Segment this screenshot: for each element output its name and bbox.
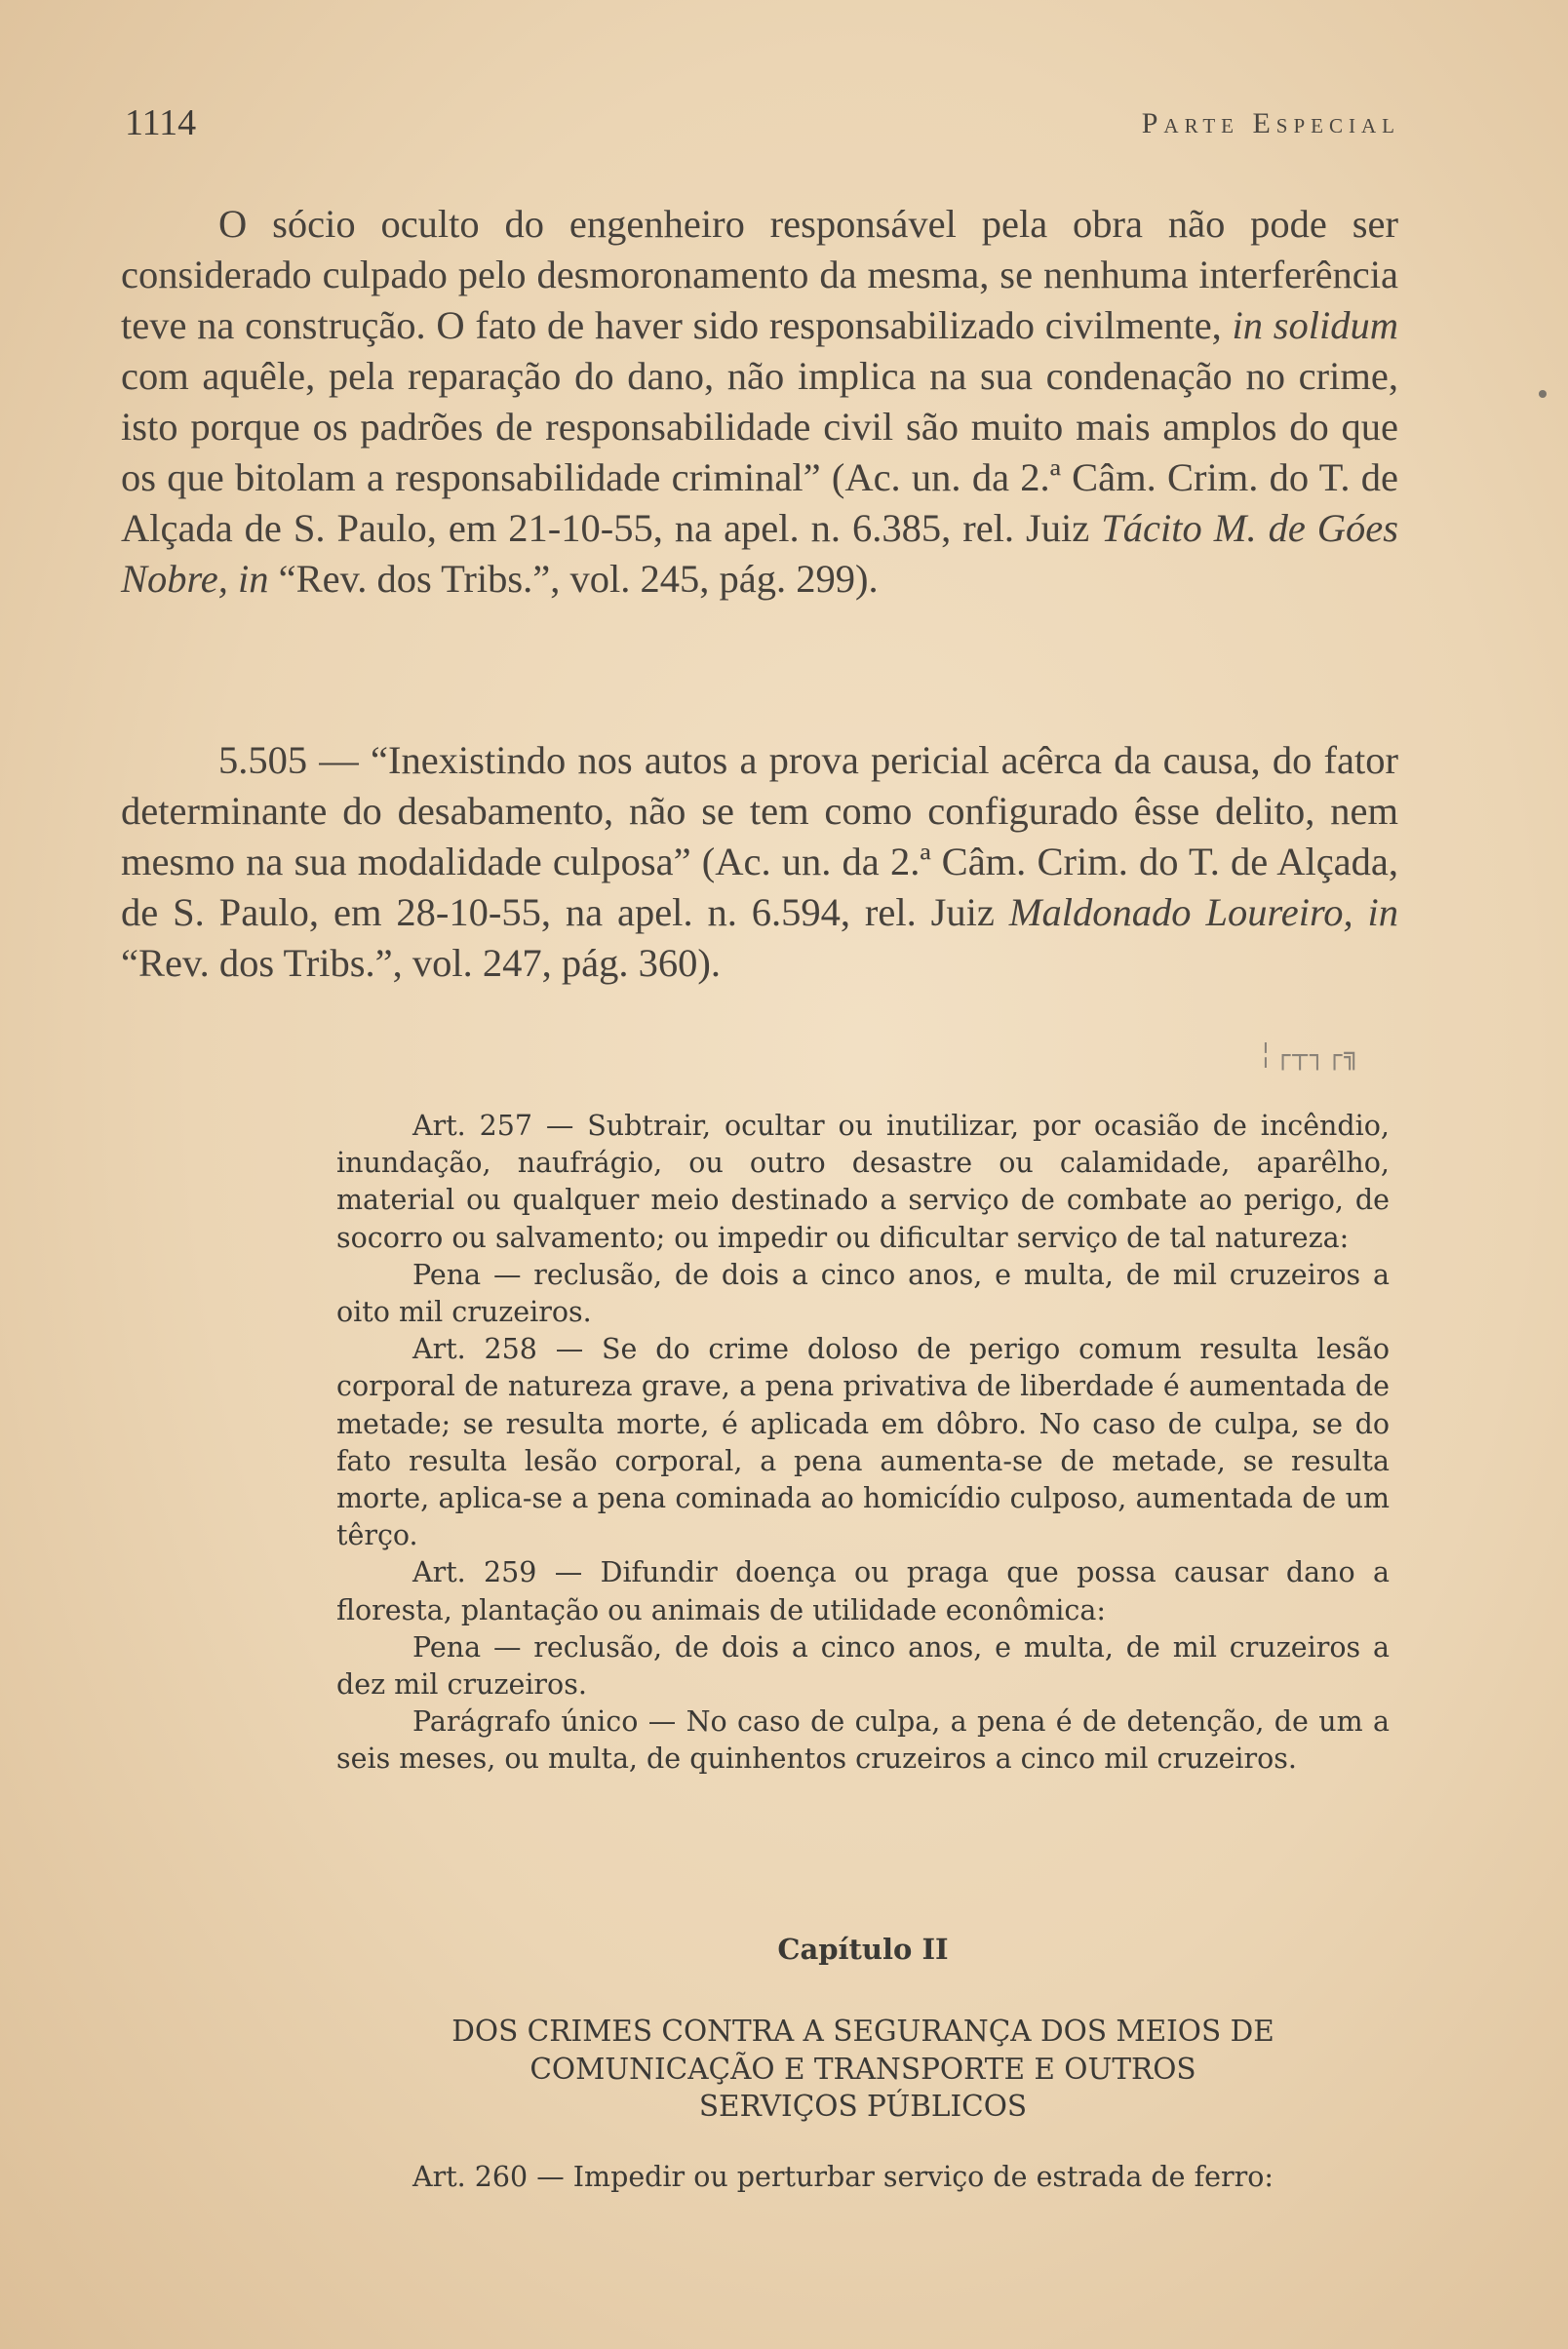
statute-art-257-penalty: Pena — reclusão, de dois a cinco anos, e multa, de mil cruzeiros a oito mil cruzeiros.: [336, 1258, 1390, 1329]
statute-art-259-sole-paragraph: Parágrafo único — No caso de culpa, a pena é de detenção, de um a seis meses, ou multa, de quinhentos cruzeiros a cinco mil cruzeiros.: [336, 1705, 1390, 1776]
running-head: Parte Especial: [1141, 107, 1400, 139]
page-header: [125, 101, 1400, 150]
statute-art-259: Art. 259 — Difundir doença ou praga que possa causar dano a floresta, plantação ou animais de utilidade econômica:: [336, 1556, 1390, 1626]
statute-art-257: Art. 257 — Subtrair, ocultar ou inutilizar, por ocasião de incêndio, inundação, naufrágio, ou outro desastre ou calamidade, aparêlho, material ou qualquer meio destinado a serviço de combate ao perigo, de socorro ou salvamento; ou impedir ou dificultar serviço de tal natureza:: [336, 1110, 1390, 1254]
page-number: 1114: [125, 102, 197, 143]
opinion-paragraph-1-text: [121, 199, 1398, 605]
statute-block: [336, 1108, 1390, 1779]
chapter-label: Capítulo II: [777, 1933, 949, 1966]
statute-tail-block: [336, 2159, 1390, 2196]
text-segment: 5.505 — “Inexistindo nos autos a prova pericial acêrca da causa, do fator determinante do desabamento, não se tem como configurado êsse delito, nem mesmo na sua modalidade culposa” (Ac. un. da 2.ª Câm. Crim. do T. de Alçada, de S. Paulo, em 28-10-55, na apel. n. 6.594, rel. Juiz: [121, 738, 1398, 934]
chapter-title: [336, 2013, 1390, 2126]
opinion-paragraph-2-text: [121, 735, 1398, 989]
opinion-paragraph-1: [121, 199, 1398, 605]
chapter-title-line: SERVIÇOS PÚBLICOS: [698, 2090, 1028, 2123]
italic-segment: Maldonado Loureiro, in: [1008, 890, 1398, 934]
chapter-title-line: DOS CRIMES CONTRA A SEGURANÇA DOS MEIOS DE: [451, 2015, 1274, 2048]
statute-art-259-penalty: Pena — reclusão, de dois a cinco anos, e multa, de mil cruzeiros a dez mil cruzeiros.: [336, 1630, 1390, 1702]
print-artifact: ╎┌┬┐┌╗: [1258, 1041, 1361, 1071]
opinion-paragraph-2: [121, 735, 1398, 989]
text-segment: O sócio oculto do engenheiro responsável pela obra não pode ser considerado culpado pelo desmoronamento da mesma, se nenhuma interferência teve na construção. O fato de haver sido responsabilizado civilmente,: [121, 202, 1398, 347]
text-segment: “Rev. dos Tribs.”, vol. 245, pág. 299).: [268, 557, 879, 601]
statute-art-260: Art. 260 — Impedir ou perturbar serviço de estrada de ferro:: [412, 2161, 1274, 2193]
statute-art-258: Art. 258 — Se do crime doloso de perigo comum resulta lesão corporal de natureza grave, a pena privativa de liberdade é aumentada de metade; se resulta morte, é aplicada em dôbro. No caso de culpa, se do fato resulta lesão corporal, a pena aumenta-se de metade, se resulta morte, aplica-se a pena cominada ao homicídio culposo, aumentada de um têrço.: [336, 1333, 1390, 1552]
italic-segment: Tácito M. de Góes Nobre, in: [121, 506, 1399, 601]
text-segment: “Rev. dos Tribs.”, vol. 247, pág. 360).: [121, 941, 721, 985]
chapter-title-line: COMUNICAÇÃO E TRANSPORTE E OUTROS: [529, 2052, 1196, 2086]
italic-segment: in solidum: [1232, 303, 1398, 347]
margin-dot: [1539, 390, 1547, 398]
text-segment: com aquêle, pela reparação do dano, não implica na sua condenação no crime, isto porque os padrões de responsabilidade civil são muito mais amplos do que os que bitolam a responsabilidade criminal” (Ac. un. da 2.ª Câm. Crim. do T. de Alçada de S. Paulo, em 21-10-55, na apel. n. 6.385, rel. Juiz: [121, 354, 1398, 550]
